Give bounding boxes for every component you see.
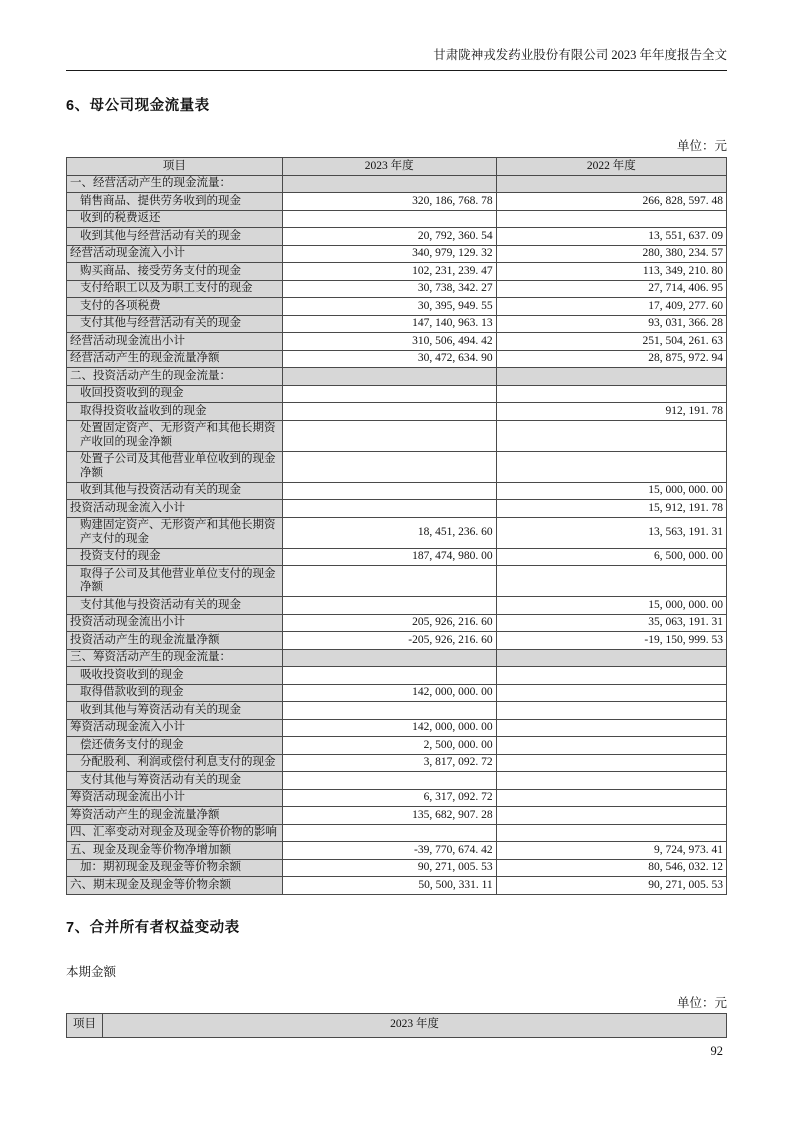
value-2022: 15, 000, 000. 00 bbox=[496, 597, 726, 615]
row-label: 偿还债务支付的现金 bbox=[67, 737, 283, 755]
value-2022: 80, 546, 032. 12 bbox=[496, 859, 726, 877]
table-row bbox=[67, 368, 727, 386]
table-row bbox=[67, 649, 727, 667]
table-row bbox=[67, 403, 727, 421]
value-2023: 90, 271, 005. 53 bbox=[282, 859, 496, 877]
document-header bbox=[66, 0, 727, 71]
value-2022 bbox=[496, 566, 726, 597]
row-label: 四、汇率变动对现金及现金等价物的影响 bbox=[67, 824, 283, 842]
value-2022 bbox=[496, 385, 726, 403]
table-row bbox=[67, 175, 727, 193]
value-2023: 30, 472, 634. 90 bbox=[282, 350, 496, 368]
value-2022 bbox=[496, 451, 726, 482]
value-2023 bbox=[282, 667, 496, 685]
value-2023: 187, 474, 980. 00 bbox=[282, 548, 496, 566]
row-label: 支付其他与筹资活动有关的现金 bbox=[67, 772, 283, 790]
row-label: 收到其他与投资活动有关的现金 bbox=[67, 482, 283, 500]
value-2023: 50, 500, 331. 11 bbox=[282, 877, 496, 895]
value-2023: 320, 186, 768. 78 bbox=[282, 193, 496, 211]
table-row bbox=[67, 210, 727, 228]
row-label: 筹资活动现金流出小计 bbox=[67, 789, 283, 807]
value-2022: 27, 714, 406. 95 bbox=[496, 280, 726, 298]
cash-flow-table-header-row bbox=[67, 158, 727, 176]
value-2023: 142, 000, 000. 00 bbox=[282, 684, 496, 702]
row-label: 收到其他与筹资活动有关的现金 bbox=[67, 702, 283, 720]
table-row bbox=[67, 842, 727, 860]
value-2022 bbox=[496, 789, 726, 807]
value-2023 bbox=[282, 566, 496, 597]
table-row bbox=[67, 280, 727, 298]
row-label: 支付其他与经营活动有关的现金 bbox=[67, 315, 283, 333]
value-2023: 147, 140, 963. 13 bbox=[282, 315, 496, 333]
value-2022: 9, 724, 973. 41 bbox=[496, 842, 726, 860]
value-2023 bbox=[282, 210, 496, 228]
value-2023 bbox=[282, 824, 496, 842]
value-2023 bbox=[282, 649, 496, 667]
table-row bbox=[67, 859, 727, 877]
row-label: 一、经营活动产生的现金流量： bbox=[67, 175, 283, 193]
row-label: 处置子公司及其他营业单位收到的现金净额 bbox=[67, 451, 283, 482]
value-2022 bbox=[496, 210, 726, 228]
value-2022: 15, 912, 191. 78 bbox=[496, 500, 726, 518]
value-2022: 912, 191. 78 bbox=[496, 403, 726, 421]
value-2023 bbox=[282, 403, 496, 421]
value-2022 bbox=[496, 772, 726, 790]
row-label: 加：期初现金及现金等价物余额 bbox=[67, 859, 283, 877]
row-label: 二、投资活动产生的现金流量： bbox=[67, 368, 283, 386]
value-2022 bbox=[496, 175, 726, 193]
row-label: 投资活动现金流出小计 bbox=[67, 614, 283, 632]
value-2022: 6, 500, 000. 00 bbox=[496, 548, 726, 566]
value-2023: 340, 979, 129. 32 bbox=[282, 245, 496, 263]
row-label: 支付其他与投资活动有关的现金 bbox=[67, 597, 283, 615]
value-2022: 251, 504, 261. 63 bbox=[496, 333, 726, 351]
cash-flow-table-body bbox=[67, 175, 727, 894]
table-row bbox=[67, 228, 727, 246]
section7-subtitle: 本期金额 bbox=[66, 964, 117, 979]
value-2023: 20, 792, 360. 54 bbox=[282, 228, 496, 246]
value-2023: -39, 770, 674. 42 bbox=[282, 842, 496, 860]
table-row bbox=[67, 877, 727, 895]
row-label: 分配股利、利润或偿付利息支付的现金 bbox=[67, 754, 283, 772]
row-label: 投资支付的现金 bbox=[67, 548, 283, 566]
value-2022: 280, 380, 234. 57 bbox=[496, 245, 726, 263]
row-label: 五、现金及现金等价物净增加额 bbox=[67, 842, 283, 860]
row-label: 购建固定资产、无形资产和其他长期资产支付的现金 bbox=[67, 517, 283, 548]
column-header-2022: 2022 年度 bbox=[496, 158, 726, 176]
table-row bbox=[67, 193, 727, 211]
row-label: 吸收投资收到的现金 bbox=[67, 667, 283, 685]
value-2022 bbox=[496, 649, 726, 667]
row-label: 六、期末现金及现金等价物余额 bbox=[67, 877, 283, 895]
value-2022: 28, 875, 972. 94 bbox=[496, 350, 726, 368]
value-2023: 2, 500, 000. 00 bbox=[282, 737, 496, 755]
report-header-title: 甘肃陇神戎发药业股份有限公司 2023 年年度报告全文 bbox=[433, 48, 727, 62]
table-row bbox=[67, 482, 727, 500]
value-2023 bbox=[282, 597, 496, 615]
row-label: 经营活动现金流入小计 bbox=[67, 245, 283, 263]
value-2023: 135, 682, 907. 28 bbox=[282, 807, 496, 825]
row-label: 取得投资收益收到的现金 bbox=[67, 403, 283, 421]
section6-unit-label: 单位：元 bbox=[676, 139, 727, 153]
table-row bbox=[67, 719, 727, 737]
value-2022: 90, 271, 005. 53 bbox=[496, 877, 726, 895]
row-label: 购买商品、接受劳务支付的现金 bbox=[67, 263, 283, 281]
value-2022 bbox=[496, 368, 726, 386]
value-2023 bbox=[282, 702, 496, 720]
value-2023: -205, 926, 216. 60 bbox=[282, 632, 496, 650]
row-label: 收到的税费返还 bbox=[67, 210, 283, 228]
row-label: 投资活动产生的现金流量净额 bbox=[67, 632, 283, 650]
row-label: 取得借款收到的现金 bbox=[67, 684, 283, 702]
row-label: 收回投资收到的现金 bbox=[67, 385, 283, 403]
table-row bbox=[67, 548, 727, 566]
table-row bbox=[67, 684, 727, 702]
table-row bbox=[67, 350, 727, 368]
table-row bbox=[67, 263, 727, 281]
value-2023 bbox=[282, 772, 496, 790]
table-row bbox=[67, 614, 727, 632]
value-2022 bbox=[496, 824, 726, 842]
row-label: 三、筹资活动产生的现金流量： bbox=[67, 649, 283, 667]
table-row bbox=[67, 667, 727, 685]
value-2022 bbox=[496, 754, 726, 772]
value-2023: 102, 231, 239. 47 bbox=[282, 263, 496, 281]
section6-title: 6、母公司现金流量表 bbox=[66, 98, 210, 114]
value-2022: 113, 349, 210. 80 bbox=[496, 263, 726, 281]
table-row bbox=[67, 737, 727, 755]
table-row bbox=[67, 597, 727, 615]
value-2023: 310, 506, 494. 42 bbox=[282, 333, 496, 351]
section7-unit-label: 单位：元 bbox=[676, 995, 727, 1010]
row-label: 支付给职工以及为职工支付的现金 bbox=[67, 280, 283, 298]
row-label: 收到其他与经营活动有关的现金 bbox=[67, 228, 283, 246]
row-label: 筹资活动现金流入小计 bbox=[67, 719, 283, 737]
row-label: 销售商品、提供劳务收到的现金 bbox=[67, 193, 283, 211]
value-2022: 17, 409, 277. 60 bbox=[496, 298, 726, 316]
table-row bbox=[67, 824, 727, 842]
value-2023 bbox=[282, 500, 496, 518]
table-row bbox=[67, 517, 727, 548]
value-2023 bbox=[282, 385, 496, 403]
row-label: 投资活动现金流入小计 bbox=[67, 500, 283, 518]
value-2023 bbox=[282, 420, 496, 451]
cash-flow-table bbox=[66, 157, 727, 895]
value-2022 bbox=[496, 420, 726, 451]
value-2023: 30, 738, 342. 27 bbox=[282, 280, 496, 298]
value-2022 bbox=[496, 667, 726, 685]
value-2022 bbox=[496, 684, 726, 702]
value-2022: 35, 063, 191. 31 bbox=[496, 614, 726, 632]
row-label: 支付的各项税费 bbox=[67, 298, 283, 316]
value-2023: 142, 000, 000. 00 bbox=[282, 719, 496, 737]
column-header-item: 项目 bbox=[67, 158, 283, 176]
value-2022: 266, 828, 597. 48 bbox=[496, 193, 726, 211]
table-row bbox=[67, 420, 727, 451]
table-row bbox=[67, 754, 727, 772]
value-2023: 205, 926, 216. 60 bbox=[282, 614, 496, 632]
section7-title: 7、合并所有者权益变动表 bbox=[66, 919, 240, 936]
equity-table-header-row bbox=[67, 1013, 727, 1037]
table-row bbox=[67, 451, 727, 482]
table-row bbox=[67, 315, 727, 333]
value-2023 bbox=[282, 451, 496, 482]
value-2022: -19, 150, 999. 53 bbox=[496, 632, 726, 650]
table-row bbox=[67, 789, 727, 807]
equity-change-table bbox=[66, 1013, 727, 1038]
value-2022 bbox=[496, 702, 726, 720]
value-2022: 15, 000, 000. 00 bbox=[496, 482, 726, 500]
value-2023: 6, 317, 092. 72 bbox=[282, 789, 496, 807]
equity-column-header-2023: 2023 年度 bbox=[103, 1013, 727, 1037]
table-row bbox=[67, 385, 727, 403]
table-row bbox=[67, 632, 727, 650]
row-label: 经营活动产生的现金流量净额 bbox=[67, 350, 283, 368]
table-row bbox=[67, 333, 727, 351]
table-row bbox=[67, 298, 727, 316]
table-row bbox=[67, 245, 727, 263]
row-label: 处置固定资产、无形资产和其他长期资产收回的现金净额 bbox=[67, 420, 283, 451]
equity-column-header-item: 项目 bbox=[67, 1013, 103, 1037]
value-2022: 13, 551, 637. 09 bbox=[496, 228, 726, 246]
table-row bbox=[67, 500, 727, 518]
row-label: 筹资活动产生的现金流量净额 bbox=[67, 807, 283, 825]
table-row bbox=[67, 772, 727, 790]
value-2023 bbox=[282, 482, 496, 500]
page-number: 92 bbox=[710, 1044, 723, 1058]
value-2022 bbox=[496, 807, 726, 825]
column-header-2023: 2023 年度 bbox=[282, 158, 496, 176]
row-label: 取得子公司及其他营业单位支付的现金净额 bbox=[67, 566, 283, 597]
value-2022 bbox=[496, 719, 726, 737]
value-2023: 30, 395, 949. 55 bbox=[282, 298, 496, 316]
value-2023 bbox=[282, 175, 496, 193]
value-2022: 93, 031, 366. 28 bbox=[496, 315, 726, 333]
table-row bbox=[67, 807, 727, 825]
value-2023: 3, 817, 092. 72 bbox=[282, 754, 496, 772]
row-label: 经营活动现金流出小计 bbox=[67, 333, 283, 351]
table-row bbox=[67, 566, 727, 597]
value-2022: 13, 563, 191. 31 bbox=[496, 517, 726, 548]
value-2022 bbox=[496, 737, 726, 755]
value-2023: 18, 451, 236. 60 bbox=[282, 517, 496, 548]
value-2023 bbox=[282, 368, 496, 386]
table-row bbox=[67, 702, 727, 720]
